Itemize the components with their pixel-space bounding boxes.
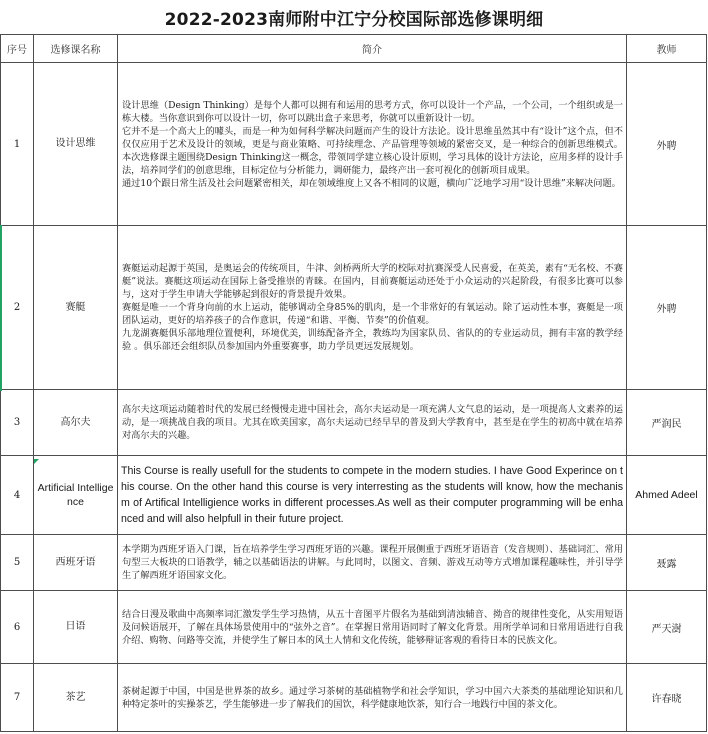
cell-no[interactable]: 7: [1, 664, 34, 732]
header-teacher[interactable]: 教师: [627, 35, 707, 63]
table-row: [1, 591, 707, 664]
cell-course-name[interactable]: 日语: [34, 591, 118, 664]
description-paragraph: 通过10个跟日常生活及社会问题紧密相关，却在领域维度上又各不相同的议题，横向广泛地学习用“设计思维”来解决问题。: [122, 177, 621, 189]
description-paragraph: 赛艇是唯一一个背身向前的水上运动，能够调动全身85%的肌肉，是一个非常好的有氧运动。除了运动性本事，赛艇是一项团队运动，更好的培养孩子的合作意识，传递“和谐、平衡、节奏”的价值观。: [122, 302, 623, 326]
description-paragraph: This Course is really usefull for the students to compete in the modern studies. I have Good Experince on this course. On the other hand this course is very interresting as the students will know, how the mechanism of Artifical Intelligience works in different processes.As well as their computer programming will be enhanced and will also helpfull in their future project.: [121, 465, 623, 525]
table-row: [1, 664, 707, 732]
cell-teacher[interactable]: 许春晓: [627, 664, 707, 732]
description-paragraph: 设计思维（Design Thinking）是每个人都可以拥有和运用的思考方式，你可以设计一个产品，一个公司，一个组织或是一栋大楼。当你意识到你可以设计一切，你可以跳出盒子来思考，你就可以重新设计一切。: [122, 99, 623, 124]
header-row: [1, 35, 707, 63]
cell-no[interactable]: 1: [1, 63, 34, 226]
cell-teacher[interactable]: 聂露: [627, 535, 707, 591]
description-paragraph: 茶树起源于中国，中国是世界茶的故乡。通过学习茶树的基础植物学和社会学知识，学习中国六大茶类的基础理论知识和几种特定茶叶的实操茶艺，学生能够进一步了解我们的国饮，科学健康地饮茶，知行合一地践行中国的茶文化。: [122, 685, 623, 710]
cell-course-name[interactable]: 赛艇: [34, 226, 118, 390]
cell-course-name[interactable]: [34, 456, 118, 535]
comment-indicator: [34, 459, 39, 464]
cell-teacher[interactable]: 严润民: [627, 390, 707, 456]
description-paragraph: 九龙湖赛艇俱乐部地理位置便利，环境优美，训练配备齐全，教练均为国家队员、省队的的专业运动员，拥有丰富的教学经验 。俱乐部还会组织队员参加国内外重要赛事，助力学员更远发展规划。: [122, 328, 623, 352]
course-table: [0, 34, 707, 732]
header-description[interactable]: 简介: [118, 35, 627, 63]
sheet-title: 2022-2023南师附中江宁分校国际部选修课明细: [164, 9, 544, 30]
cell-teacher[interactable]: 严天澍: [627, 591, 707, 664]
header-no[interactable]: 序号: [1, 35, 34, 63]
description-paragraph: 高尔夫这项运动随着时代的发展已经慢慢走进中国社会，高尔夫运动是一项充满人文气息的运动，是一项提高人文素养的运动，是一项挑战自我的项目。尤其在欧美国家，高尔夫运动已经早早的普及到大学教育中，甚至是在学生的初高中就在培养对高尔夫的兴趣。: [122, 404, 623, 441]
cell-no[interactable]: 2: [1, 226, 34, 390]
cell-description[interactable]: [118, 535, 627, 591]
cell-description[interactable]: [118, 390, 627, 456]
description-paragraph: 它并不是一个高大上的噱头，而是一种为如何科学解决问题而产生的设计方法论。设计思维虽然其中有“设计”这个点，但不仅仅应用于艺术及设计的领域，更是与商业策略、可持续理念、产品管理等领域的紧密交叉，是一种综合的创新思维模式。本次选修课主题围绕Design Thinking这一概念，带领同学建立核心设计原则，学习具体的设计方法论，应用多样的设计手法，培养同学们的创意思维，目标定位与分析能力，调研能力，最终产出一套可视化的创新项目成果。: [122, 125, 623, 176]
cell-no[interactable]: 5: [1, 535, 34, 591]
table-row: [1, 390, 707, 456]
cell-course-name[interactable]: 高尔夫: [34, 390, 118, 456]
cell-teacher[interactable]: Ahmed Adeel: [627, 456, 707, 535]
cell-course-name[interactable]: 茶艺: [34, 664, 118, 732]
header-course-name[interactable]: 选修课名称: [34, 35, 118, 63]
cell-selection-marker: [0, 225, 2, 391]
cell-description[interactable]: [118, 591, 627, 664]
cell-no[interactable]: 6: [1, 591, 34, 664]
table-row: [1, 535, 707, 591]
course-name-text: Artificial Intelligence: [37, 482, 114, 508]
cell-no[interactable]: 3: [1, 390, 34, 456]
description-paragraph: 赛艇运动起源于英国，是奥运会的传统项目，牛津、剑桥两所大学的校际对抗赛深受人民喜爱，在英美，素有“无名校、不赛艇”说法。赛艇这项运动在国际上备受推崇的青睐。在国内，目前赛艇运动还处于小众运动的兴起阶段，有很多比赛可以参与，这对于学生申请大学能够起到很好的背景提升效果。: [122, 263, 623, 300]
cell-teacher[interactable]: 外聘: [627, 63, 707, 226]
cell-teacher[interactable]: 外聘: [627, 226, 707, 390]
cell-description[interactable]: [118, 456, 627, 535]
table-row: [1, 63, 707, 226]
cell-course-name[interactable]: 设计思维: [34, 63, 118, 226]
cell-description[interactable]: [118, 226, 627, 390]
cell-no[interactable]: 4: [1, 456, 34, 535]
cell-description[interactable]: [118, 664, 627, 732]
description-paragraph: 本学期为西班牙语入门课，旨在培养学生学习西班牙语的兴趣。课程开展侧重于西班牙语语音（发音规则）、基础词汇、常用句型三大板块的口语教学，辅之以基础语法的讲解。与此同时，以图文、音频、游戏互动等方式增加课程趣味性，并引导学生了解西班牙语国家文化。: [122, 544, 623, 581]
cell-course-name[interactable]: 西班牙语: [34, 535, 118, 591]
cell-description[interactable]: [118, 63, 627, 226]
description-paragraph: 结合日漫及歌曲中高频率词汇激发学生学习热情，从五十音图平片假名为基础到清浊辅音、拗音的规律性变化，从实用短语及问候语展开，了解在具体场景使用中的“弦外之音”。在掌握日常用语同时了解文化背景。用所学单词和日常用语进行自我介绍、购物、问路等交流，并使学生了解日本的风土人情和文化传统，能够辩证客观的看待日本的民族文化。: [122, 608, 623, 646]
table-row: [1, 226, 707, 390]
table-row: [1, 456, 707, 535]
